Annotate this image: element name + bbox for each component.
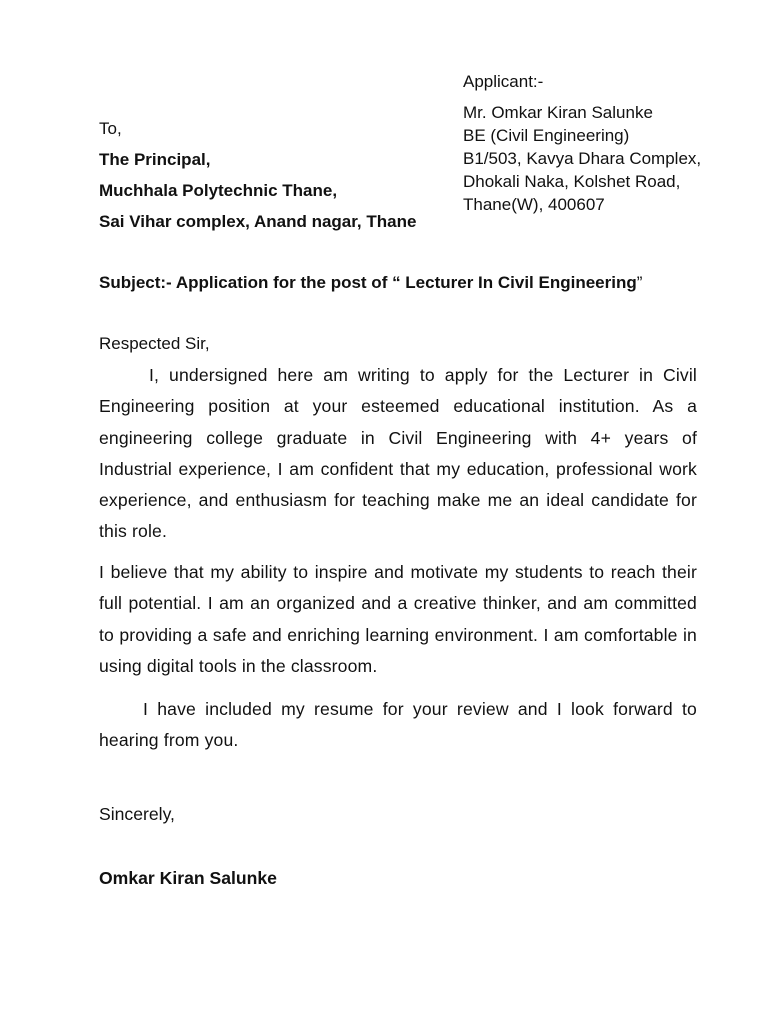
closing: Sincerely, bbox=[99, 804, 175, 824]
body-paragraph-3: I have included my resume for your review and I look forward to hearing from you. bbox=[99, 699, 697, 751]
signature-name: Omkar Kiran Salunke bbox=[99, 868, 277, 888]
recipient-address: Sai Vihar complex, Anand nagar, Thane bbox=[99, 212, 417, 231]
recipient-to: To, bbox=[99, 119, 122, 138]
applicant-address-line-2: Dhokali Naka, Kolshet Road, bbox=[463, 172, 681, 191]
salutation: Respected Sir, bbox=[99, 334, 210, 353]
body-paragraph-1: I, undersigned here am writing to apply for the Lecturer in Civil Engineering position at your esteemed educational institution. As a engineering college graduate in Civil Engineering with 4+ years of Industrial experience, I am confident that my education, professional work experience, and enthusiasm for teaching make me an ideal candidate for this role. bbox=[99, 365, 697, 542]
recipient-institution: Muchhala Polytechnic Thane, bbox=[99, 181, 338, 200]
recipient-address-block bbox=[99, 116, 416, 240]
applicant-address-line-1: B1/503, Kavya Dhara Complex, bbox=[463, 149, 702, 168]
body-paragraph-2: I believe that my ability to inspire and motivate my students to reach their full potential. I am an organized and a creative thinker, and am committed to providing a safe and enriching learning environment. I am comfortable in using digital tools in the classroom. bbox=[99, 562, 697, 676]
applicant-name: Mr. Omkar Kiran Salunke bbox=[463, 103, 653, 122]
subject-text: Subject:- Application for the post of “ Lecturer In Civil Engineering bbox=[99, 273, 637, 292]
recipient-title: The Principal, bbox=[99, 150, 211, 169]
applicant-address-line-3: Thane(W), 400607 bbox=[463, 195, 605, 214]
applicant-heading: Applicant:- bbox=[463, 72, 544, 91]
applicant-qualification: BE (Civil Engineering) bbox=[463, 126, 630, 145]
subject-line bbox=[99, 271, 642, 295]
applicant-address-block bbox=[463, 70, 753, 216]
subject-close-quote: ” bbox=[636, 273, 643, 292]
